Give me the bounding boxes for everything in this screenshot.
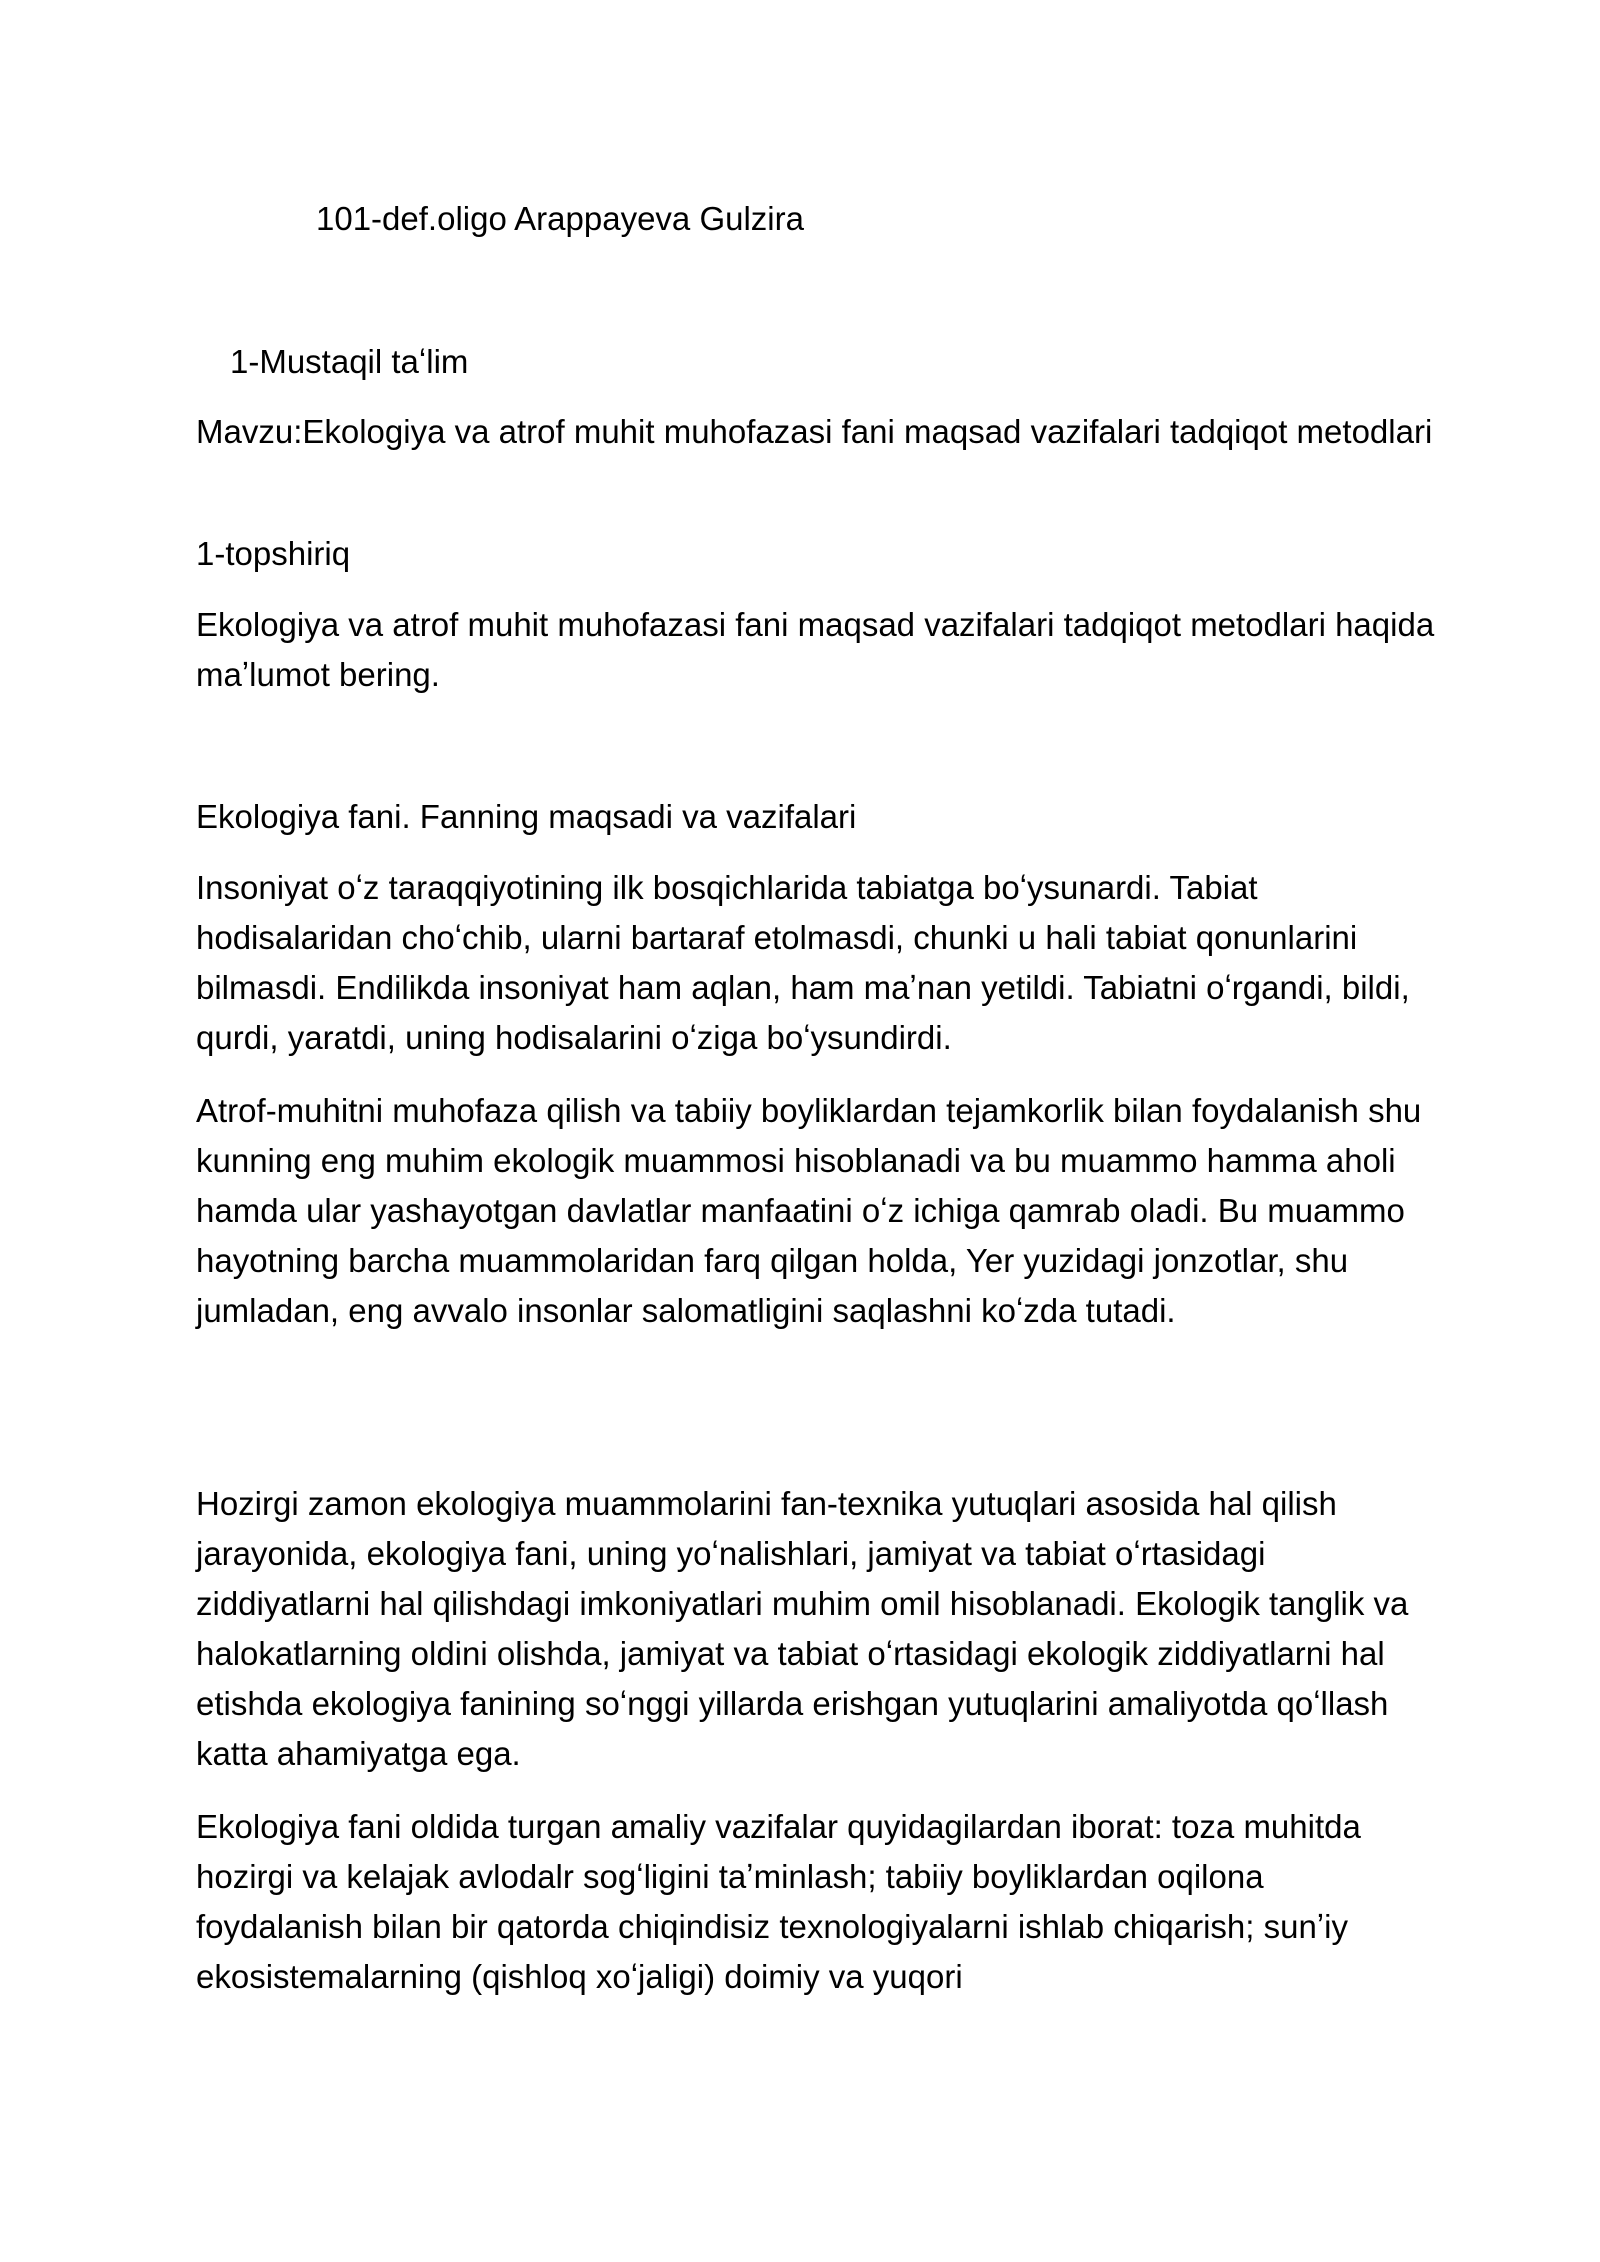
task-number: 1-Mustaqil taʻlim [230,343,469,380]
section-title: Ekologiya fani. Fanning maqsadi va vazifalari [196,798,857,835]
assignment-question: Ekologiya va atrof muhit muhofazasi fani maqsad vazifalari tadqiqot metodlari haqida maʼlumot bering. [196,606,1435,693]
author-line: 101-def.oligo Arappayeva Gulzira [316,200,804,237]
paragraph: Ekologiya fani oldida turgan amaliy vazifalar quyidagilardan iborat: toza muhitda hozirgi va kelajak avlodalr sogʻligini taʼminlash; tabiiy boyliklardan oqilona foydalanish bilan bir qatorda chiqindisiz texnologiyalarni ishlab chiqarish; sunʼiy ekosistemalarning (qishloq xoʻjaligi) doimiy va yuqori [196,1808,1361,1995]
paragraph: Hozirgi zamon ekologiya muammolarini fan-texnika yutuqlari asosida hal qilish jarayonida, ekologiya fani, uning yoʻnalishlari, jamiyat va tabiat oʻrtasidagi ziddiyatlarni hal qilishdagi imkoniyatlari muhim omil hisoblanadi. Ekologik tanglik va halokatlarning oldini olishda, jamiyat va tabiat oʻrtasidagi ekologik ziddiyatlarni hal etishda ekologiya fanining soʻnggi yillarda erishgan yutuqlarini amaliyotda qoʻllash katta ahamiyatga ega. [196,1485,1409,1772]
topic-line: Mavzu:Ekologiya va atrof muhit muhofazasi fani maqsad vazifalari tadqiqot metodlari [196,413,1433,450]
paragraph: Insoniyat oʻz taraqqiyotining ilk bosqichlarida tabiatga boʻysunardi. Tabiat hodisalaridan choʻchib, ularni bartaraf etolmasdi, chunki u hali tabiat qonunlarini bilmasdi. Endilikda insoniyat ham aqlan, ham maʼnan yetildi. Tabiatni oʻrgandi, bildi, qurdi, yaratdi, uning hodisalarini oʻziga boʻysundirdi. [196,869,1410,1056]
assignment-label: 1-topshiriq [196,535,351,572]
paragraph: Atrof-muhitni muhofaza qilish va tabiiy boyliklardan tejamkorlik bilan foydalanish shu kunning eng muhim ekologik muammosi hisoblanadi va bu muammo hamma aholi hamda ular yashayotgan davlatlar manfaatini oʻz ichiga qamrab oladi. Bu muammo hayotning barcha muammolaridan farq qilgan holda, Yer yuzidagi jonzotlar, shu jumladan, eng avvalo insonlar salomatligini saqlashni koʻzda tutadi. [196,1092,1422,1329]
